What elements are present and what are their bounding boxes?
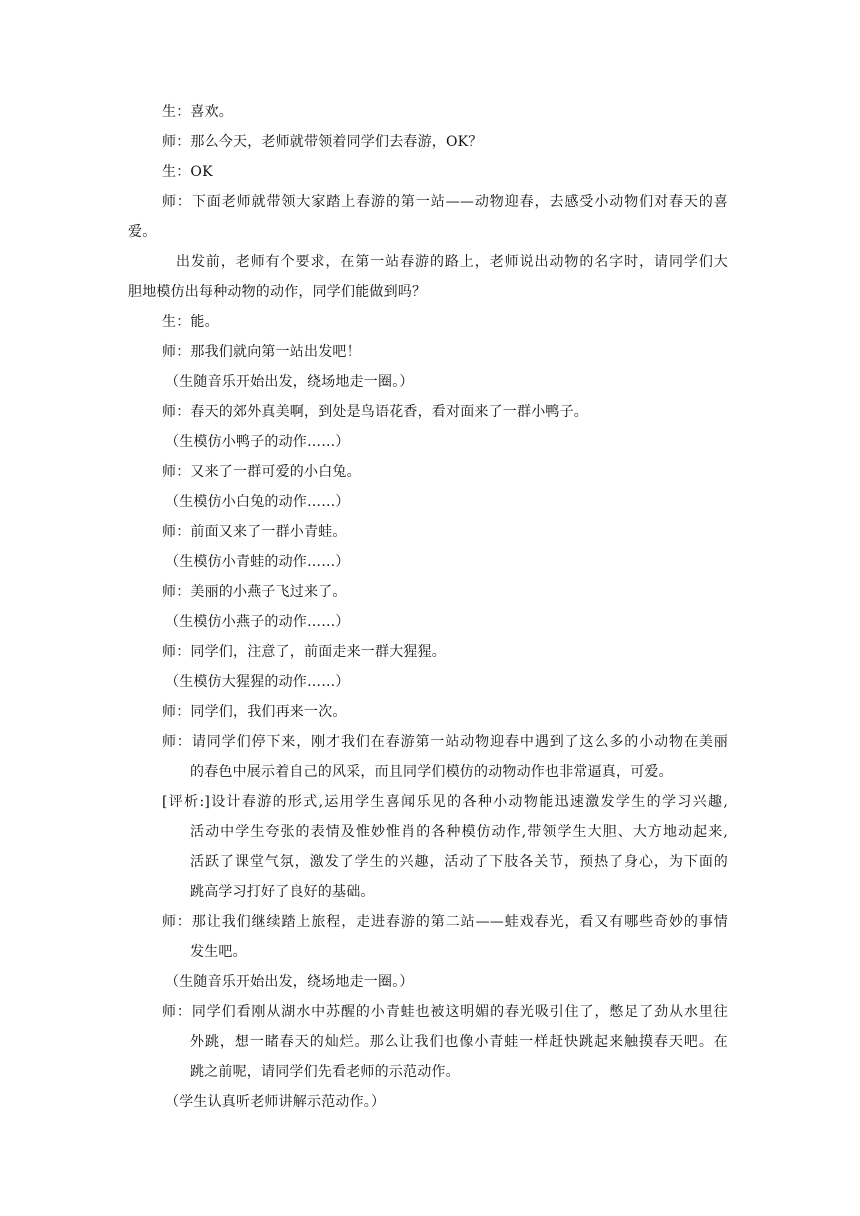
text-line: 师：下面老师就带领大家踏上春游的第一站——动物迎春，去感受小动物们对春天的喜 xyxy=(162,194,728,210)
text-line: 外跳，想一睹春天的灿烂。那么让我们也像小青蛙一样赶快跳起来触摸春天吧。在 xyxy=(190,1034,728,1050)
text-line: （生随音乐开始出发，绕场地走一圈。） xyxy=(165,974,414,990)
text-line: （生模仿小鸭子的动作……） xyxy=(165,434,350,450)
text-line: （生模仿小燕子的动作……） xyxy=(165,614,350,630)
text-line: [评析:]设计春游的形式,运用学生喜闻乐见的各种小动物能迅速激发学生的学习兴趣, xyxy=(162,794,728,810)
text-line: 爱。 xyxy=(128,224,157,240)
text-line: 出发前，老师有个要求，在第一站春游的路上，老师说出动物的名字时，请同学们大 xyxy=(176,254,728,270)
text-line: 跳高学习打好了良好的基础。 xyxy=(190,884,375,900)
text-line: 师：请同学们停下来，刚才我们在春游第一站动物迎春中遇到了这么多的小动物在美丽 xyxy=(162,734,728,750)
text-line: 生：OK xyxy=(162,164,213,180)
text-line: 生：喜欢。 xyxy=(162,104,233,120)
text-line: 生：能。 xyxy=(162,314,219,330)
text-line: 活动中学生夸张的表情及惟妙惟肖的各种模仿动作,带领学生大胆、大方地动起来, xyxy=(190,824,728,840)
text-line: 师：美丽的小燕子飞过来了。 xyxy=(162,584,347,600)
text-line: 跳之前呢，请同学们先看老师的示范动作。 xyxy=(190,1064,460,1080)
text-line: 师：同学们，我们再来一次。 xyxy=(162,704,347,720)
text-line: 师：那让我们继续踏上旅程，走进春游的第二站——蛙戏春光，看又有哪些奇妙的事情 xyxy=(162,914,728,930)
text-line: 活跃了课堂气氛，激发了学生的兴趣，活动了下肢各关节，预热了身心，为下面的 xyxy=(190,854,728,870)
text-line: 师：春天的郊外真美啊，到处是鸟语花香，看对面来了一群小鸭子。 xyxy=(162,404,588,420)
text-line: 师：前面又来了一群小青蛙。 xyxy=(162,524,347,540)
text-line: （生模仿小青蛙的动作……） xyxy=(165,554,350,570)
text-line: 师：同学们看刚从湖水中苏醒的小青蛙也被这明媚的春光吸引住了，憋足了劲从水里往 xyxy=(162,1004,728,1020)
text-line: 师：那么今天，老师就带领着同学们去春游，OK？ xyxy=(162,134,483,150)
text-line: 的春色中展示着自己的风采，而且同学们模仿的动物动作也非常逼真，可爱。 xyxy=(190,764,673,780)
text-line: （生模仿小白兔的动作……） xyxy=(165,494,350,510)
text-line: （生模仿大猩猩的动作……） xyxy=(165,674,350,690)
text-line: 师：又来了一群可爱的小白兔。 xyxy=(162,464,361,480)
text-line: （生随音乐开始出发，绕场地走一圈。） xyxy=(165,374,414,390)
text-line: 师：同学们，注意了，前面走来一群大猩猩。 xyxy=(162,644,446,660)
text-line: 师：那我们就向第一站出发吧！ xyxy=(162,344,361,360)
text-line: 发生吧。 xyxy=(190,944,247,960)
text-line: （学生认真听老师讲解示范动作。） xyxy=(165,1094,386,1110)
text-line: 胆地模仿出每种动物的动作，同学们能做到吗？ xyxy=(128,284,427,300)
